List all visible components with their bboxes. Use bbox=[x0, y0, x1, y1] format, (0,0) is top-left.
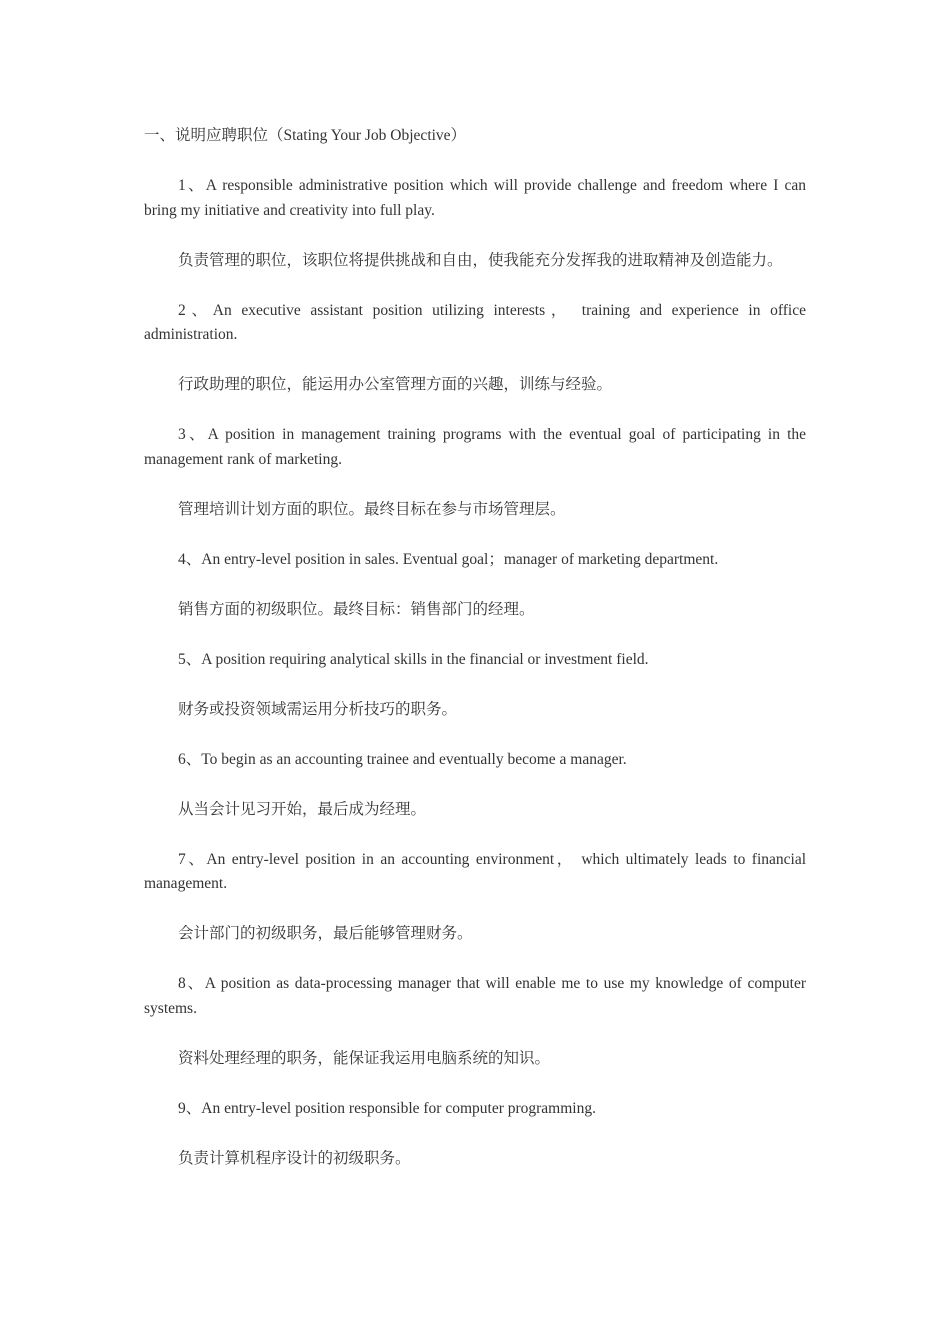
objective-6-cn: 从当会计见习开始，最后成为经理。 bbox=[178, 800, 427, 818]
objective-3-cn: 管理培训计划方面的职位。最终目标在参与市场管理层。 bbox=[178, 500, 566, 518]
objective-3-en: 3、A position in management training programs with the eventual goal of participating in the management rank of marketing. bbox=[144, 426, 806, 468]
objective-9-en: 9、An entry-level position responsible for computer programming. bbox=[178, 1099, 596, 1117]
objective-9-cn: 负责计算机程序设计的初级职务。 bbox=[178, 1149, 411, 1167]
section-heading: 一、说明应聘职位（Stating Your Job Objective） bbox=[144, 127, 467, 144]
objective-4-cn: 销售方面的初级职位。最终目标：销售部门的经理。 bbox=[178, 600, 535, 618]
objective-8-cn: 资料处理经理的职务，能保证我运用电脑系统的知识。 bbox=[178, 1049, 551, 1067]
objective-6-en: 6、To begin as an accounting trainee and eventually become a manager. bbox=[178, 750, 627, 768]
objective-5-en: 5、A position requiring analytical skills in the financial or investment field. bbox=[178, 650, 649, 668]
document-page bbox=[144, 124, 806, 1197]
objective-8-en: 8、A position as data-processing manager that will enable me to use my knowledge of computer systems. bbox=[144, 975, 806, 1017]
objective-7-cn: 会计部门的初级职务，最后能够管理财务。 bbox=[178, 925, 473, 942]
objective-1-cn: 负责管理的职位，该职位将提供挑战和自由，使我能充分发挥我的进取精神及创造能力。 bbox=[178, 251, 783, 269]
objective-2-cn: 行政助理的职位，能运用办公室管理方面的兴趣，训练与经验。 bbox=[178, 376, 613, 393]
objective-7-en: 7、An entry-level position in an accounting environment， which ultimately leads to financial management. bbox=[144, 850, 806, 892]
objective-2-en: 2、An executive assistant position utilizing interests， training and experience in office administration. bbox=[144, 301, 806, 343]
objective-4-en: 4、An entry-level position in sales. Eventual goal；manager of marketing department. bbox=[178, 550, 719, 568]
objective-5-cn: 财务或投资领域需运用分析技巧的职务。 bbox=[178, 700, 458, 718]
objective-1-en: 1、A responsible administrative position which will provide challenge and freedom where I can bring my initiative and creativity into full play. bbox=[144, 177, 806, 219]
